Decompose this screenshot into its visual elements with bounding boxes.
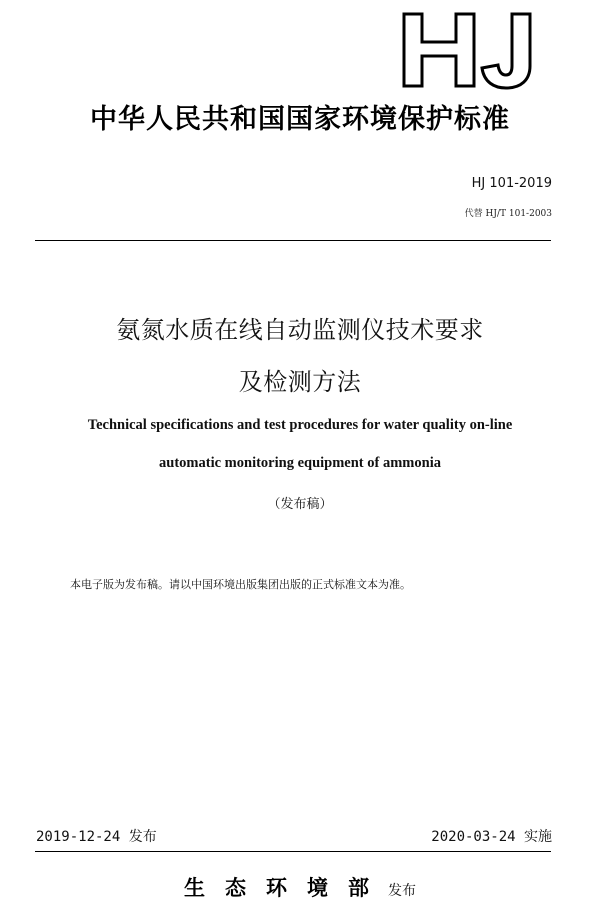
- bottom-divider: [35, 851, 551, 852]
- replaces-standard: 代替 HJ/T 101-2003: [464, 209, 552, 219]
- top-divider: [35, 240, 551, 241]
- hj-logo: [398, 8, 548, 92]
- publisher-name: 生态环境部: [183, 876, 389, 900]
- title-english-line2: automatic monitoring equipment of ammonia: [159, 455, 441, 471]
- title-chinese-line2: 及检测方法: [238, 368, 362, 396]
- standard-number: HJ 101-2019: [471, 176, 552, 191]
- org-title: 中华人民共和国国家环境保护标准: [90, 104, 510, 135]
- publisher-suffix: 发布: [388, 883, 417, 899]
- issue-date: 2019-12-24 发布: [36, 829, 157, 845]
- publisher: [0, 872, 600, 902]
- edition-notice: 本电子版为发布稿。请以中国环境出版集团出版的正式标准文本为准。: [70, 578, 411, 591]
- title-chinese-line1: 氨氮水质在线自动监测仪技术要求: [116, 316, 484, 344]
- release-status: （发布稿）: [267, 497, 333, 512]
- implementation-date: 2020-03-24 实施: [431, 829, 552, 845]
- title-english-line1: Technical specifications and test procedures for water quality on-line: [87, 417, 513, 433]
